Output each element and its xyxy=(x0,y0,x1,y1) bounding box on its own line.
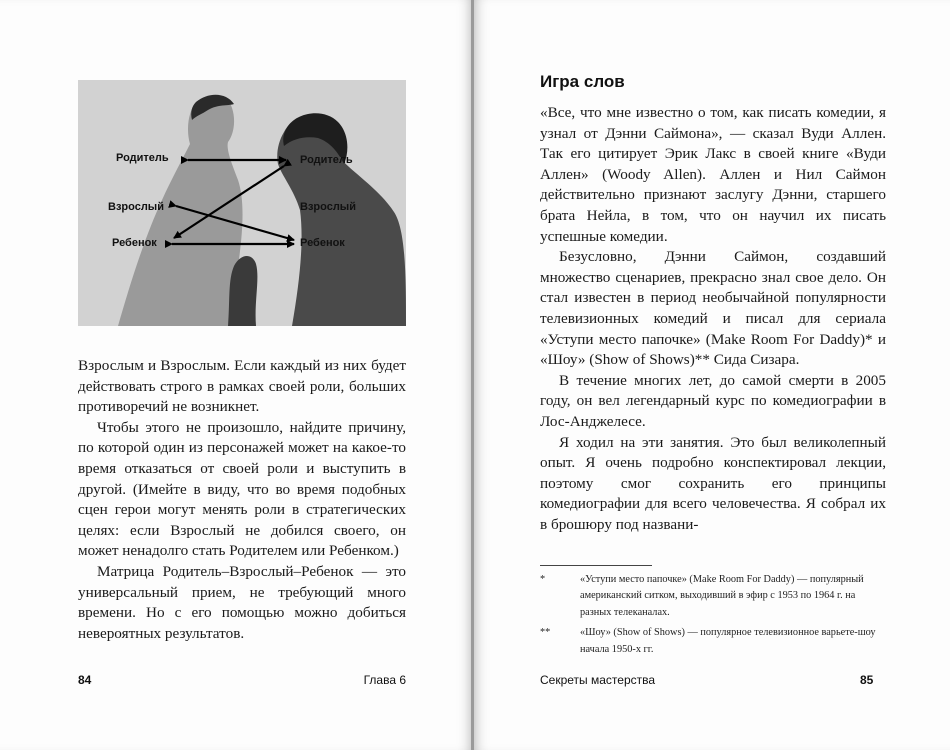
footnote-text: «Уступи место папочке» (Make Room For Daddy) — популярный американский ситком, выходивший в эфир с 1953 по 1964 г. на разных телеканалах. xyxy=(580,574,864,618)
page-number-left: 84 xyxy=(78,673,92,687)
right-body-text xyxy=(540,103,886,535)
paragraph: Матрица Родитель–Взрослый–Ребенок — это универсальный прием, не требующий много времени. Но с его помощью можно добиться невероятных результатов. xyxy=(78,562,406,642)
transactional-analysis-figure xyxy=(78,80,406,326)
running-head-left: Глава 6 xyxy=(363,673,406,687)
label-parent-right: Родитель xyxy=(300,154,353,166)
right-page xyxy=(474,0,950,750)
footnotes xyxy=(540,572,886,662)
page-number-right: 85 xyxy=(860,673,874,687)
footnote xyxy=(540,572,886,621)
left-page xyxy=(0,0,472,750)
label-adult-left: Взрослый xyxy=(108,201,164,213)
left-body-text xyxy=(78,356,406,644)
section-heading: Игра слов xyxy=(540,72,625,91)
paragraph: Взрослым и Взрослым. Если каждый из них будет действовать строго в рамках своей роли, больших противоречий не возникнет. xyxy=(78,357,406,416)
paragraph: Чтобы этого не произошло, найдите причину, по которой один из персонажей может на какое-то время отказаться от своей роли и выступить в другой. (Имейте в виду, что во время подобных сцен герои могут менять роли в стратегических целях: если Взрослый не добился своего, он может ненадолго стать Родителем или Ребенком.) xyxy=(78,418,406,560)
paragraph: Я ходил на эти занятия. Это был великолепный опыт. Я очень подробно конспектировал лекции, поэтому смог сохранить его принципы комедиографии для всего человечества. Я собрал их в брошюру под названи- xyxy=(540,433,886,533)
footnote xyxy=(540,625,886,658)
running-head-right: Секреты мастерства xyxy=(540,673,656,687)
footnote-mark: * xyxy=(540,574,546,585)
paragraph: В течение многих лет, до самой смерти в 2005 году, он вел легендарный курс по комедиографии в Лос-Анджелесе. xyxy=(540,371,886,430)
label-child-left: Ребенок xyxy=(112,237,157,249)
footnote-rule xyxy=(540,565,652,566)
label-parent-left: Родитель xyxy=(116,152,169,164)
footnote-text: «Шоу» (Show of Shows) — популярное телевизионное варьете-шоу начала 1950-х гг. xyxy=(580,627,876,655)
paragraph: Безусловно, Дэнни Саймон, создавший множество сценариев, прекрасно знал свое дело. Он стал известен в период необычайной популярности телевизионных комедий и писал для сериала «Уступи место папочке» (Make Room For Daddy)* и «Шоу» (Show of Shows)** Сида Сизара. xyxy=(540,248,886,369)
label-adult-right: Взрослый xyxy=(300,201,356,213)
footnote-mark: ** xyxy=(540,627,551,639)
paragraph: «Все, что мне известно о том, как писать комедии, я узнал от Дэнни Саймона», — сказал Вуди Аллен. Так его цитирует Эрик Лакс в своей книге «Вуди Аллен» (Woody Allen). Аллен и Нил Саймон действительно признают заслугу Дэнни, старшего брата Нейла, в том, что он научил их писать успешные комедии. xyxy=(540,104,886,245)
label-child-right: Ребенок xyxy=(300,237,345,249)
